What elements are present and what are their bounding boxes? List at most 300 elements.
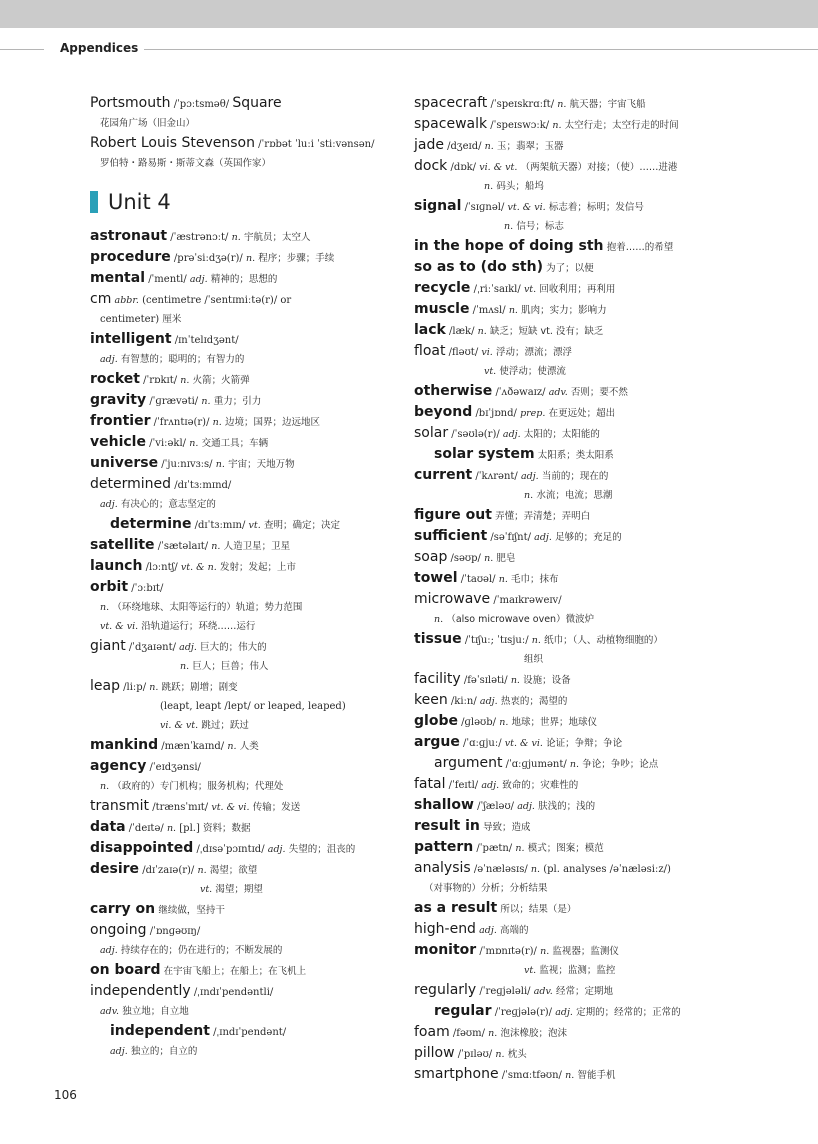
- part-of-speech: vt.: [200, 884, 213, 895]
- vocab-entry: [90, 330, 406, 350]
- part-of-speech: adj.: [100, 354, 118, 365]
- vocab-entry-continuation: [90, 778, 406, 796]
- phonetic: /ˈfrʌntɪə(r)/: [153, 417, 210, 428]
- definition: 弄懂；弄清楚；弄明白: [495, 511, 591, 522]
- vocab-entry-continuation: [414, 880, 814, 898]
- vocab-entry-continuation: [414, 363, 814, 381]
- definition: 沿轨道运行；环绕……运行: [141, 621, 256, 632]
- phonetic: /ˈʌðəwaɪz/: [495, 387, 546, 398]
- vocab-entry-continuation: [90, 351, 406, 369]
- page-header: [0, 40, 818, 60]
- vocab-entry: [90, 134, 406, 154]
- part-of-speech: n.: [552, 120, 562, 131]
- vocab-entry-continuation: [90, 599, 406, 617]
- definition: 发射；发起；上市: [219, 562, 296, 573]
- phonetic: /ˈspeɪswɔːk/: [490, 120, 550, 131]
- part-of-speech: n.: [524, 490, 534, 501]
- headword: in the hope of doing sth: [414, 238, 604, 254]
- definition: 罗伯特・路易斯・斯蒂文森（英国作家）: [100, 158, 272, 169]
- phonetic: /ˈreɡjələ(r)/: [494, 1007, 553, 1018]
- headword: universe: [90, 455, 159, 471]
- phonetic: /səˈfɪʃnt/: [490, 532, 531, 543]
- phonetic: /dɪˈtɜːmɪnd/: [174, 480, 232, 491]
- part-of-speech: n.: [530, 864, 541, 875]
- phonetic: /ˈæstrənɔːt/: [170, 232, 229, 243]
- definition: 致命的；灾难性的: [502, 780, 579, 791]
- part-of-speech: vt. & vi.: [100, 621, 139, 632]
- phonetic: /fəˈsɪləti/: [463, 675, 508, 686]
- headword: Robert Louis Stevenson: [90, 135, 255, 151]
- headword: giant: [90, 638, 126, 654]
- vocab-entry: [414, 1044, 814, 1064]
- headword: recycle: [414, 280, 471, 296]
- phonetic: /ɡləʊb/: [461, 717, 497, 728]
- headword: signal: [414, 198, 462, 214]
- definition: 所以；结果（是）: [500, 904, 577, 915]
- headword: argument: [434, 755, 503, 771]
- vocab-entry: [90, 921, 406, 941]
- headword: result in: [414, 818, 480, 834]
- headword: solar system: [434, 446, 535, 462]
- phonetic: /dɪˈtɜːmɪn/: [194, 520, 246, 531]
- definition: 水流；电流；思潮: [536, 490, 613, 501]
- definition: 宇宙；天地万物: [228, 459, 295, 470]
- vocab-entry: [414, 136, 814, 156]
- part-of-speech: adj.: [100, 945, 118, 956]
- part-of-speech: adj.: [267, 844, 286, 855]
- part-of-speech: vt.: [248, 520, 261, 531]
- definition: 论证；争辩；争论: [546, 738, 623, 749]
- vocab-entry: [90, 982, 406, 1002]
- headword: determine: [110, 516, 192, 532]
- headword: gravity: [90, 392, 147, 408]
- vocab-entry-continuation: [90, 717, 406, 735]
- vocab-entry: [90, 797, 406, 817]
- vocab-entry: [90, 536, 406, 556]
- part-of-speech: adj.: [100, 499, 118, 510]
- phonetic: /ˈeɪdʒənsi/: [149, 762, 201, 773]
- phonetic: /dɪˈzaɪə(r)/: [142, 865, 195, 876]
- part-of-speech: adj.: [479, 925, 497, 936]
- definition: 在更远处；超出: [548, 408, 616, 419]
- phonetic: /ˈrɒbət ˈluːi ˈstiːvənsən/: [258, 139, 375, 150]
- page-number: 106: [54, 1088, 77, 1102]
- part-of-speech: vt. & n.: [180, 562, 217, 573]
- phonetic: /ˈtaʊəl/: [460, 574, 496, 585]
- vocab-entry: [90, 248, 406, 268]
- vocab-entry: [414, 197, 814, 217]
- vocab-entry: [414, 941, 814, 961]
- definition: 争论；争吵；论点: [582, 759, 659, 770]
- vocab-entry: [414, 817, 814, 837]
- headword: independently: [90, 983, 191, 999]
- vocab-entry: [414, 1002, 814, 1022]
- headword: shallow: [414, 797, 474, 813]
- part-of-speech: adv.: [100, 1006, 120, 1017]
- phonetic: /ˈpɔːtsməθ/: [173, 99, 230, 110]
- phonetic: /ˈɔːbɪt/: [131, 583, 164, 594]
- vocab-entry: [90, 900, 406, 920]
- phonetic: /ˌriːˈsaɪkl/: [473, 284, 521, 295]
- part-of-speech: n.: [510, 675, 520, 686]
- headword: spacewalk: [414, 116, 488, 132]
- vocab-entry: [414, 279, 814, 299]
- part-of-speech: n.: [488, 1028, 498, 1039]
- phonetic: /ˈmʌsl/: [472, 305, 506, 316]
- part-of-speech: vt.: [523, 284, 537, 295]
- phonetic: /ˈspeɪskrɑːft/: [490, 99, 555, 110]
- headword: dock: [414, 158, 448, 174]
- section-title: Appendices: [60, 41, 139, 55]
- headword: launch: [90, 558, 143, 574]
- definition: （政府的）专门机构；服务机构；代理处: [112, 781, 284, 792]
- vocab-entry: [414, 775, 814, 795]
- definition: 地球；世界；地球仪: [511, 717, 598, 728]
- vocab-entry: [90, 578, 406, 598]
- headword: orbit: [90, 579, 129, 595]
- phonetic: /ˈkʌrənt/: [475, 471, 518, 482]
- definition: 回收利用；再利用: [539, 284, 616, 295]
- phonetic: /ˈfeɪtl/: [448, 780, 479, 791]
- part-of-speech: n.: [231, 232, 241, 243]
- definition: 监视器；监测仪: [552, 946, 619, 957]
- definition: 设施；设备: [523, 675, 571, 686]
- headword: mental: [90, 270, 145, 286]
- part-of-speech: n.: [499, 717, 509, 728]
- vocab-entry: [90, 1022, 406, 1042]
- headword: monitor: [414, 942, 477, 958]
- vocab-entry: [90, 433, 406, 453]
- definition: 导致；造成: [483, 822, 531, 833]
- vocab-entry: [90, 269, 406, 289]
- headword: astronaut: [90, 228, 168, 244]
- headword: lack: [414, 322, 446, 338]
- headword: frontier: [90, 413, 151, 429]
- definition: 边境；国界；边远地区: [224, 417, 320, 428]
- phonetic: /ˈsəʊlə(r)/: [451, 429, 500, 440]
- vocab-entry: [90, 227, 406, 247]
- headword: sufficient: [414, 528, 488, 544]
- part-of-speech: vt. & vi.: [211, 802, 250, 813]
- definition: 足够的；充足的: [555, 532, 622, 543]
- part-of-speech: vt. & vi.: [504, 738, 543, 749]
- definition: 智能手机: [577, 1070, 616, 1081]
- definition: 持续存在的；仍在进行的；不断发展的: [120, 945, 283, 956]
- vocab-entry: [90, 839, 406, 859]
- phonetic: (centimetre /ˈsentɪmiːtə(r)/ or: [142, 295, 292, 306]
- vocab-entry-continuation: [414, 651, 814, 669]
- headword: tissue: [414, 631, 462, 647]
- vocab-entry: [414, 445, 814, 465]
- phonetic: /ˈreɡjələli/: [479, 986, 531, 997]
- headword: disappointed: [90, 840, 194, 856]
- vocab-entry: [414, 506, 814, 526]
- phonetic: /səʊp/: [450, 553, 481, 564]
- definition: （环绕地球、太阳等运行的）轨道；势力范围: [112, 602, 303, 613]
- phonetic: /ˌɪndɪˈpendəntli/: [193, 987, 274, 998]
- headword: towel: [414, 570, 458, 586]
- phonetic: /bɪˈjɒnd/: [475, 408, 517, 419]
- part-of-speech: adj.: [179, 642, 197, 653]
- vocab-entry: [414, 548, 814, 568]
- vocab-entry-continuation: [90, 496, 406, 514]
- part-of-speech: n.: [166, 823, 177, 834]
- headword: as a result: [414, 900, 498, 916]
- vocab-entry: [414, 899, 814, 919]
- vocab-entry: [414, 838, 814, 858]
- definition: 程序；步骤；手续: [258, 253, 335, 264]
- part-of-speech: adv.: [548, 387, 568, 398]
- vocab-entry-continuation: [414, 962, 814, 980]
- part-of-speech: abbr.: [114, 295, 139, 306]
- phonetic: /ˈdeɪtə/: [128, 823, 164, 834]
- part-of-speech: n.: [484, 181, 494, 192]
- phonetic: /ˈsɪɡnəl/: [464, 202, 505, 213]
- part-of-speech: n.: [211, 541, 221, 552]
- headword: intelligent: [90, 331, 172, 347]
- headword: ongoing: [90, 922, 147, 938]
- headword: Portsmouth: [90, 95, 171, 111]
- headword: agency: [90, 758, 147, 774]
- part-of-speech: n.: [515, 843, 525, 854]
- phonetic: /ˌɪndɪˈpendənt/: [213, 1027, 287, 1038]
- headword: argue: [414, 734, 460, 750]
- phonetic: /dʒeɪd/: [447, 141, 482, 152]
- phonetic: /ˈmentl/: [148, 274, 187, 285]
- headword: determined: [90, 476, 172, 492]
- definition: 毛巾；抹布: [511, 574, 559, 585]
- part-of-speech: n.: [197, 865, 207, 876]
- vocab-entry: [414, 920, 814, 940]
- vocab-entry: [414, 981, 814, 1001]
- part-of-speech: adj.: [534, 532, 552, 543]
- vocab-entry-continuation: [90, 698, 406, 716]
- phonetic: /ˈtɪʃuː; ˈtɪsjuː/: [464, 635, 529, 646]
- part-of-speech: n.: [227, 741, 237, 752]
- vocab-entry-continuation: [90, 881, 406, 899]
- definition: 巨人；巨兽；伟人: [192, 661, 269, 672]
- phonetic: /ˈɒnɡəʊɪŋ/: [149, 926, 201, 937]
- part-of-speech: n.: [201, 396, 211, 407]
- part-of-speech: adj.: [502, 429, 521, 440]
- vocab-entry: [414, 590, 814, 610]
- vocab-entry-continuation: [90, 115, 406, 133]
- phonetic: /dɒk/: [450, 162, 477, 173]
- headword: data: [90, 819, 126, 835]
- definition: 枕头: [507, 1049, 527, 1060]
- part-of-speech: vi. & vt.: [479, 162, 518, 173]
- headword: keen: [414, 692, 448, 708]
- vocab-entry-continuation: [90, 1003, 406, 1021]
- left-column: [90, 94, 406, 1062]
- headword: solar: [414, 425, 449, 441]
- phonetic: /ˈʃæləʊ/: [477, 801, 515, 812]
- vocab-entry: [414, 115, 814, 135]
- definition: 高端的: [500, 925, 529, 936]
- phonetic: /ˈpɪləʊ/: [457, 1049, 493, 1060]
- vocab-entry: [414, 691, 814, 711]
- part-of-speech: n.: [477, 326, 487, 337]
- vocab-entry-continuation: [90, 311, 406, 329]
- definition: 渴望；欲望: [209, 865, 258, 876]
- definition: 为了；以便: [546, 263, 594, 274]
- part-of-speech: n.: [504, 221, 514, 232]
- vocab-entry: [414, 796, 814, 816]
- definition: 标志着；标明；发信号: [548, 202, 644, 213]
- vocab-entry: [414, 94, 814, 114]
- headword: carry on: [90, 901, 156, 917]
- vocab-entry-continuation: [414, 487, 814, 505]
- part-of-speech: n.: [484, 141, 494, 152]
- header-rule-left: [0, 49, 44, 50]
- headword: procedure: [90, 249, 171, 265]
- headword: regular: [434, 1003, 492, 1019]
- phonetic: /fəʊm/: [452, 1028, 485, 1039]
- definition: 肤浅的；浅的: [538, 801, 596, 812]
- definition: 查明；确定；决定: [263, 520, 340, 531]
- part-of-speech: n.: [100, 781, 110, 792]
- part-of-speech: adj.: [520, 471, 539, 482]
- definition: 码头；船坞: [496, 181, 544, 192]
- part-of-speech: n.: [180, 375, 190, 386]
- headword: satellite: [90, 537, 155, 553]
- vocab-entry: [414, 466, 814, 486]
- phonetic: /ˈɑːɡjumənt/: [505, 759, 567, 770]
- definition: 组织: [524, 654, 544, 665]
- definition: 缺乏；短缺 vt. 没有；缺乏: [489, 326, 604, 337]
- vocab-entry: [414, 258, 814, 278]
- headword: analysis: [414, 860, 471, 876]
- headword-part: Square: [232, 95, 282, 111]
- part-of-speech: vt.: [484, 366, 497, 377]
- vocab-entry: [414, 157, 814, 177]
- definition: （对事物的）分析；分析结果: [424, 883, 548, 894]
- definition: 交通工具；车辆: [201, 438, 269, 449]
- part-of-speech: n.: [100, 602, 110, 613]
- part-of-speech: n.: [215, 459, 225, 470]
- definition: 独立地；自立地: [122, 1006, 189, 1017]
- definition: 模式；图案；模范: [527, 843, 604, 854]
- headword: on board: [90, 962, 161, 978]
- phonetic: /ˈmɒnɪtə(r)/: [479, 946, 537, 957]
- vocab-entry: [414, 569, 814, 589]
- unit-title: Unit 4: [108, 190, 171, 214]
- vocab-entry-continuation: [90, 942, 406, 960]
- vocab-entry: [414, 321, 814, 341]
- phonetic: /læk/: [449, 326, 475, 337]
- headword: desire: [90, 861, 140, 877]
- definition: 泡沫橡胶；泡沫: [500, 1028, 567, 1039]
- definition: 巨大的；伟大的: [200, 642, 267, 653]
- part-of-speech: adj.: [110, 1046, 128, 1057]
- vocab-entry: [414, 754, 814, 774]
- vocab-entry: [90, 475, 406, 495]
- headword: foam: [414, 1024, 450, 1040]
- headword: float: [414, 343, 446, 359]
- part-of-speech: adj.: [479, 696, 498, 707]
- part-of-speech: n.: [189, 438, 199, 449]
- part-of-speech: n.: [498, 574, 508, 585]
- part-of-speech: vt. & vi.: [507, 202, 546, 213]
- part-of-speech: adj.: [189, 274, 208, 285]
- definition: 经常；定期地: [555, 986, 613, 997]
- part-of-speech: adj.: [555, 1007, 573, 1018]
- part-of-speech: n.: [540, 946, 550, 957]
- phonetic: /ˈsætəlaɪt/: [157, 541, 209, 552]
- phonetic: /ˌdɪsəˈpɔɪntɪd/: [196, 844, 265, 855]
- part-of-speech: adj.: [517, 801, 535, 812]
- definition: （两架航天器）对接；（使）……进港: [520, 162, 678, 173]
- vocab-entry: [414, 1023, 814, 1043]
- headword: fatal: [414, 776, 446, 792]
- vocab-entry: [414, 1065, 814, 1085]
- part-of-speech: n.: [569, 759, 580, 770]
- headword: globe: [414, 713, 458, 729]
- definition: 有决心的；意志坚定的: [120, 499, 216, 510]
- vocab-entry-continuation: [90, 155, 406, 173]
- part-of-speech: vi.: [481, 347, 493, 358]
- headword: beyond: [414, 404, 473, 420]
- phonetic: /ɪnˈtelɪdʒənt/: [174, 335, 239, 346]
- headword: soap: [414, 549, 448, 565]
- definition: 在宇宙飞船上；在船上；在飞机上: [163, 966, 307, 977]
- headword: jade: [414, 137, 444, 153]
- phonetic: /ˈpætn/: [476, 843, 513, 854]
- vocab-entry-continuation: [414, 218, 814, 236]
- headword: vehicle: [90, 434, 146, 450]
- part-of-speech: adv.: [533, 986, 553, 997]
- definition: 人造卫星；卫星: [223, 541, 291, 552]
- definition: 太阳系；类太阳系: [537, 450, 614, 461]
- definition: 精神的；思想的: [210, 274, 278, 285]
- definition: （also microwave oven）微波炉: [446, 614, 595, 625]
- headword: rocket: [90, 371, 140, 387]
- vocab-entry: [90, 637, 406, 657]
- definition: 渴望；期望: [215, 884, 263, 895]
- vocab-entry: [414, 300, 814, 320]
- definition: 宇航员；太空人: [243, 232, 311, 243]
- headword: so as to (do sth): [414, 259, 543, 275]
- headword: high-end: [414, 921, 476, 937]
- definition: 太空行走；太空行走的时间: [564, 120, 679, 131]
- vocab-entry: [414, 712, 814, 732]
- vocab-entry: [414, 527, 814, 547]
- headword: spacecraft: [414, 95, 488, 111]
- vocab-entry: [414, 237, 814, 257]
- definition: 厘米: [162, 314, 182, 325]
- definition: 跳跃；剧增；剧变: [161, 682, 238, 693]
- vocab-entry: [90, 370, 406, 390]
- vocab-entry: [90, 454, 406, 474]
- part-of-speech: n.: [212, 417, 222, 428]
- phonetic: /prəˈsiːdʒə(r)/: [173, 253, 243, 264]
- vocab-entry: [90, 557, 406, 577]
- phonetic: /ˈɑːɡjuː/: [463, 738, 502, 749]
- phonetic: /mænˈkaɪnd/: [161, 741, 225, 752]
- phonetic: /lɔːntʃ/: [145, 562, 178, 573]
- unit-heading: [90, 189, 406, 215]
- definition: 航天器；宇宙飞船: [569, 99, 646, 110]
- definition: 使浮动；使漂流: [499, 366, 566, 377]
- part-of-speech: n.: [508, 305, 518, 316]
- phonetic: /əˈnæləsɪs/: [473, 864, 528, 875]
- part-of-speech: n.: [557, 99, 567, 110]
- headword: independent: [110, 1023, 210, 1039]
- definition: 肥皂: [496, 553, 516, 564]
- vocab-entry-continuation: [90, 618, 406, 636]
- definition: 重力；引力: [213, 396, 262, 407]
- phonetic: /ˈdʒaɪənt/: [128, 642, 176, 653]
